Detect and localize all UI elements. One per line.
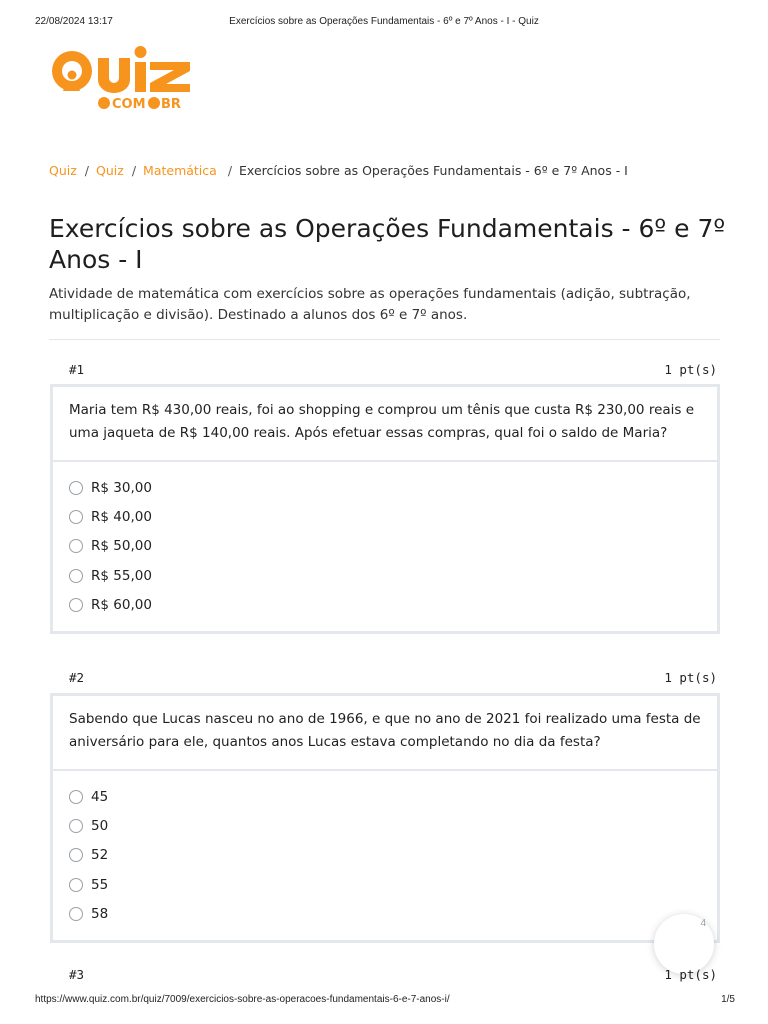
question-number: #3	[69, 967, 85, 982]
breadcrumb-separator: /	[131, 163, 137, 178]
answer-option[interactable]	[53, 844, 717, 873]
question-number: #1	[69, 362, 85, 377]
breadcrumb-link-quiz[interactable]: Quiz	[96, 163, 124, 178]
answer-option-label: 52	[91, 847, 109, 864]
radio-button-icon[interactable]	[69, 848, 83, 862]
question-number: #2	[69, 670, 85, 685]
radio-button-icon[interactable]	[69, 510, 83, 524]
question-2-card	[50, 693, 720, 943]
answer-option[interactable]	[53, 506, 717, 535]
radio-button-icon[interactable]	[69, 819, 83, 833]
question-points: 1 pt(s)	[664, 967, 717, 982]
answer-option-label: 55	[91, 876, 109, 893]
svg-text:BR: BR	[161, 97, 181, 112]
question-3-meta	[69, 967, 717, 985]
answer-option-label: 58	[91, 905, 109, 922]
answer-option[interactable]	[53, 874, 717, 903]
quiz-logo[interactable]	[48, 44, 198, 114]
print-page-title: Exercícios sobre as Operações Fundamentais - 6º e 7º Anos - I - Quiz	[229, 16, 539, 27]
print-header	[0, 16, 768, 32]
question-2-meta	[69, 670, 717, 688]
breadcrumb-link-quiz-home[interactable]: Quiz	[49, 163, 77, 178]
breadcrumb	[49, 163, 628, 178]
answer-option[interactable]	[53, 786, 717, 815]
print-datetime: 22/08/2024 13:17	[35, 16, 113, 27]
answer-option[interactable]	[53, 594, 717, 623]
radio-button-icon[interactable]	[69, 790, 83, 804]
question-text: Maria tem R$ 430,00 reais, foi ao shopping e comprou um tênis que custa R$ 230,00 reais e uma jaqueta de R$ 140,00 reais. Após efetuar essas compras, qual foi o saldo de Maria?	[53, 387, 717, 462]
page-badge-number: 4	[700, 918, 706, 929]
answer-option-label: R$ 55,00	[91, 567, 152, 584]
answer-option[interactable]	[53, 565, 717, 594]
radio-button-icon[interactable]	[69, 907, 83, 921]
answer-option[interactable]	[53, 535, 717, 564]
answer-options	[53, 462, 717, 623]
radio-button-icon[interactable]	[69, 481, 83, 495]
answer-option-label: R$ 50,00	[91, 538, 152, 555]
answer-option-label: 45	[91, 789, 109, 805]
page-description: Atividade de matemática com exercícios sobre as operações fundamentais (adição, subtração, multiplicação e divisão). Destinado a alunos dos 6º e 7º anos.	[49, 286, 691, 323]
answer-options	[53, 771, 717, 932]
question-1-card	[50, 384, 720, 634]
print-page-number: 1/5	[721, 994, 735, 1005]
page-title: Exercícios sobre as Operações Fundamentais - 6º e 7º Anos - I	[49, 214, 726, 274]
floating-page-badge[interactable]	[654, 914, 714, 974]
svg-text:COM: COM	[112, 97, 146, 112]
answer-option-label: R$ 60,00	[91, 596, 152, 613]
radio-button-icon[interactable]	[69, 569, 83, 583]
breadcrumb-link-matematica[interactable]: Matemática	[143, 163, 217, 178]
answer-option[interactable]	[53, 477, 717, 506]
breadcrumb-separator: /	[227, 163, 233, 178]
answer-option-label: R$ 40,00	[91, 509, 152, 526]
breadcrumb-separator: /	[84, 163, 90, 178]
print-footer	[0, 994, 768, 1010]
answer-option[interactable]	[53, 815, 717, 844]
answer-option[interactable]	[53, 903, 717, 932]
answer-option-label: R$ 30,00	[91, 480, 152, 496]
answer-option-label: 50	[91, 818, 109, 835]
question-1-meta	[69, 362, 717, 380]
quiz-logo-icon	[48, 44, 198, 114]
question-text: Sabendo que Lucas nasceu no ano de 1966, e que no ano de 2021 foi realizado uma festa de aniversário para ele, quantos anos Lucas estava completando no dia da festa?	[53, 696, 717, 771]
divider	[49, 339, 720, 340]
radio-button-icon[interactable]	[69, 539, 83, 553]
question-points: 1 pt(s)	[664, 670, 717, 685]
print-url: https://www.quiz.com.br/quiz/7009/exercicios-sobre-as-operacoes-fundamentais-6-e-7-anos-i/	[35, 994, 450, 1005]
radio-button-icon[interactable]	[69, 598, 83, 612]
question-points: 1 pt(s)	[664, 362, 717, 377]
breadcrumb-current: Exercícios sobre as Operações Fundamentais - 6º e 7º Anos - I	[239, 163, 628, 178]
radio-button-icon[interactable]	[69, 878, 83, 892]
